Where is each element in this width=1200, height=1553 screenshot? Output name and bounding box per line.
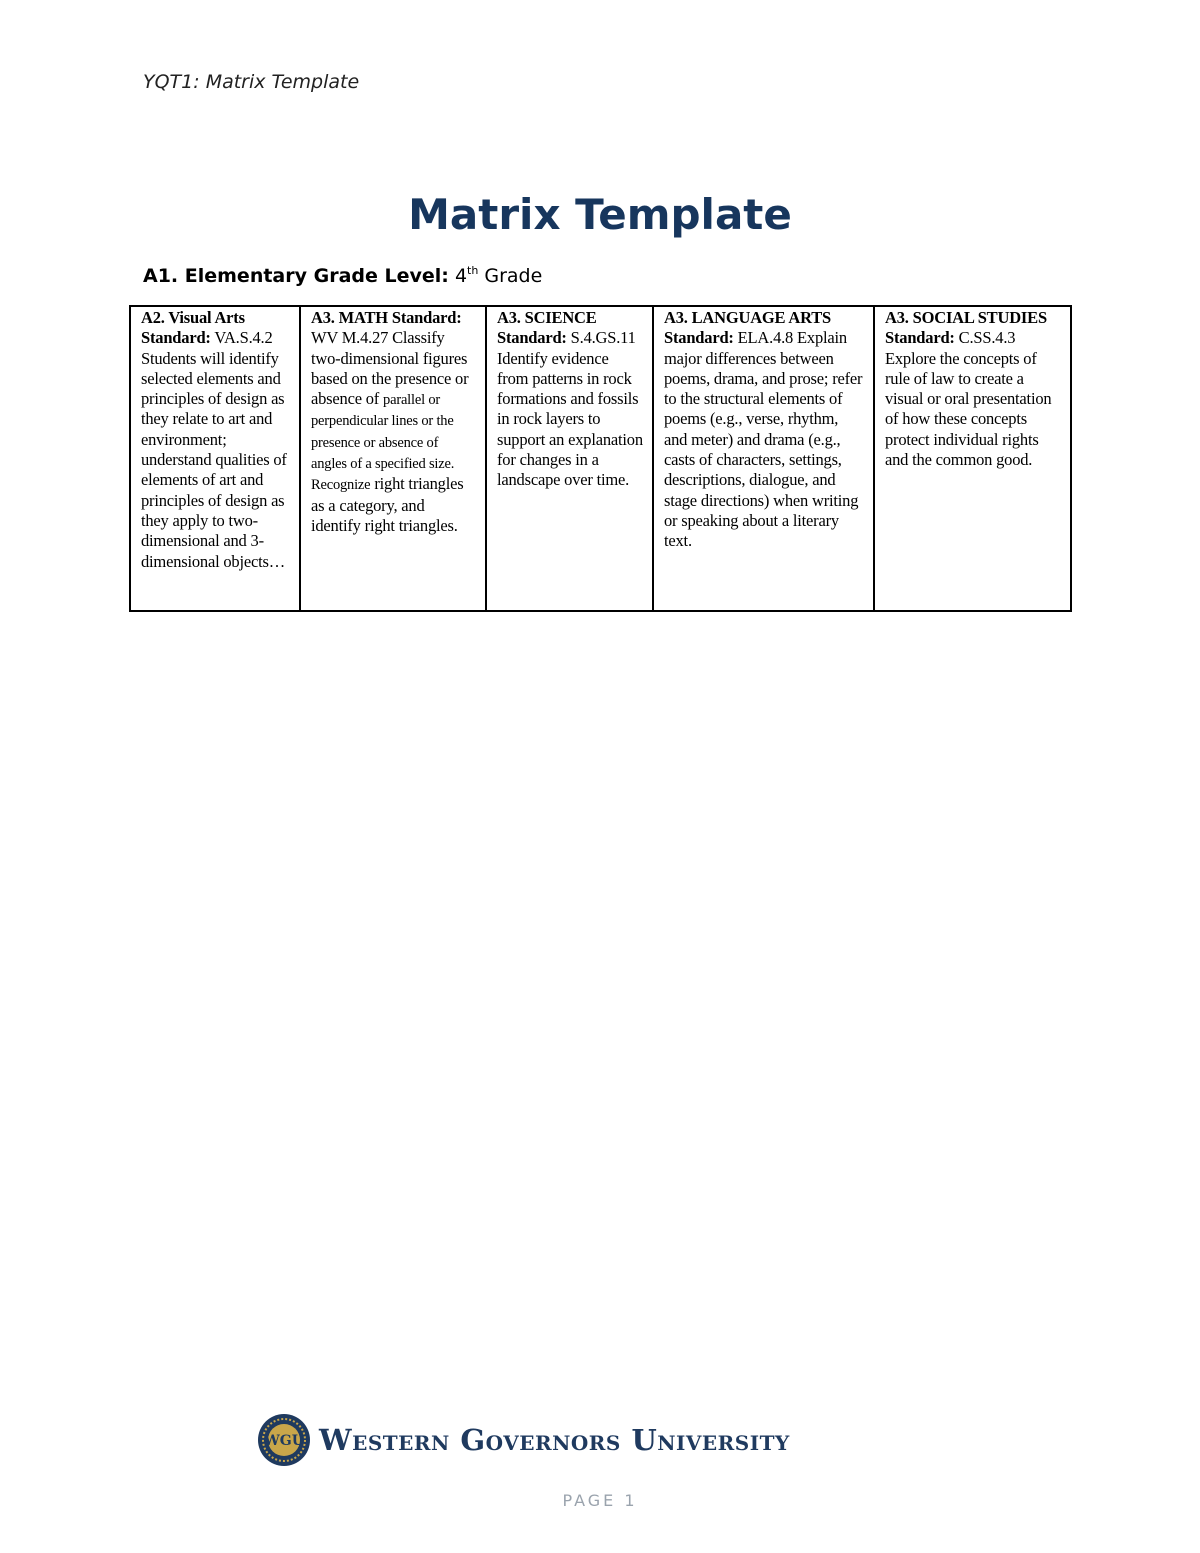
wgu-seal-icon — [257, 1413, 311, 1467]
math-heading: A3. MATH Standard: — [311, 308, 462, 327]
grade-level-line — [143, 265, 542, 287]
math-cell — [300, 306, 486, 611]
grade-level-suffix: th — [467, 264, 479, 277]
wgu-seal-lettering: WGU — [264, 1433, 304, 1449]
math-standard-part3: right triangles as a category, and identify right triangles. — [311, 474, 464, 535]
math-standard-part2: parallel or perpendicular lines or the presence or absence of angles of a specified size. Recognize — [311, 392, 455, 494]
visual-arts-standard: VA.S.4.2 Students will identify selected elements and principles of design as they relate to art and environment; understand qualities of elements of art and principles of design as they apply to two-dimensional and 3-dimensional objects… — [141, 328, 287, 571]
table-row — [130, 306, 1071, 611]
math-standard-part1: WV M.4.27 Classify two-dimensional figures based on the presence or absence of — [311, 328, 469, 409]
grade-level-unit: Grade — [484, 265, 543, 287]
science-cell — [486, 306, 653, 611]
language-arts-cell — [653, 306, 874, 611]
visual-arts-heading: A2. Visual Arts Standard: — [141, 308, 245, 348]
social-studies-standard: C.SS.4.3 Explore the concepts of rule of law to create a visual or oral presentation of how these concepts protect individual rights and the common good. — [885, 328, 1052, 470]
document-header: YQT1: Matrix Template — [143, 71, 360, 93]
wgu-wordmark: Western Governors University — [319, 1423, 790, 1457]
language-arts-heading: A3. LANGUAGE ARTS Standard: — [664, 308, 832, 348]
science-heading: A3. SCIENCE Standard: — [497, 308, 597, 348]
language-arts-standard: ELA.4.8 Explain major differences between poems, drama, and prose; refer to the structural elements of poems (e.g., verse, rhythm, and meter) and drama (e.g., casts of characters, settings, descriptions, dialogue, and stage directions) when writing or speaking about a literary text. — [664, 328, 863, 551]
page-number: PAGE 1 — [562, 1491, 638, 1510]
visual-arts-cell — [130, 306, 300, 611]
matrix-table — [129, 305, 1072, 612]
science-standard: S.4.GS.11 Identify evidence from patterns in rock formations and fossils in rock layers to support an explanation for changes in a landscape over time. — [497, 328, 643, 490]
wgu-logo — [257, 1412, 907, 1468]
grade-level-label: A1. Elementary Grade Level: — [143, 265, 449, 287]
social-studies-heading: A3. SOCIAL STUDIES Standard: — [885, 308, 1047, 348]
social-studies-cell — [874, 306, 1071, 611]
grade-level-value: 4 — [454, 265, 468, 287]
page-title: Matrix Template — [408, 190, 792, 239]
